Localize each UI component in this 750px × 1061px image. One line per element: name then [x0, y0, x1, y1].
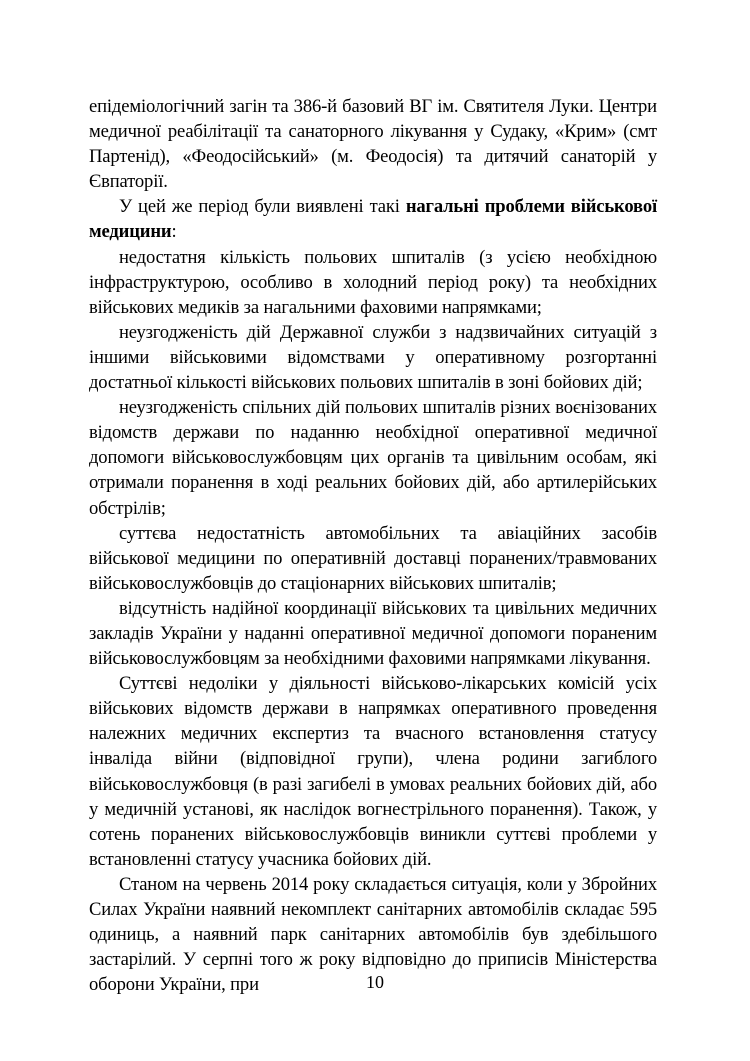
list-item-emergency-service: неузгодженість дій Державної служби з надзвичайних ситуацій з іншими військовими відомствами у оперативному розгортанні достатньої кількості військових польових шпиталів в зоні бойових дій;	[89, 321, 657, 394]
list-item-joint-actions: неузгодженість спільних дій польових шпиталів різних воєнізованих відомств держави по наданню необхідної оперативної медичної допомоги військовослужбовцям цих органів та цивільним особам, які отримали поранення в ході реальних бойових дій, або артилерійських обстрілів;	[89, 397, 657, 519]
body-text	[89, 94, 657, 997]
problems-intro-colon: :	[171, 221, 177, 243]
paragraph-problems-intro	[89, 194, 657, 244]
paragraph-june-2014: Станом на червень 2014 року складається ситуація, коли у Збройних Силах України наявний некомплект санітарних автомобілів складає 595 одиниць, а наявний парк санітарних автомобілів був здебільшого застарілий. У серпні того ж року відповідно до приписів Міністерства оборони України, при	[89, 873, 657, 996]
problems-intro-bold: нагальні проблеми військової медицини	[89, 196, 657, 243]
list-item-transport: суттєва недостатність автомобільних та авіаційних засобів військової медицини по оперативній доставці поранених/травмованих військовослужбовців до стаціонарних військових шпиталів;	[89, 522, 657, 594]
page-number: 10	[366, 972, 384, 992]
problems-intro-text: У цей же період були виявлені такі	[119, 196, 406, 218]
paragraph-commissions: Суттєві недоліки у діяльності військово-лікарських комісій усіх військових відомств держави в напрямках оперативного проведення належних медичних експертиз та вчасного встановлення статусу інваліда війни (відповідної групи), члена родини загиблого військовослужбовця (в разі загибелі в умовах реальних бойових дій, або у медичній установі, як наслідок вогнестрільного поранення). Також, у сотень поранених військовослужбовців виникли суттєві проблеми у встановленні статусу учасника бойових дій.	[89, 673, 657, 870]
paragraph-hospitals-continuation: епідеміологічний загін та 386-й базовий ВГ ім. Святителя Луки. Центри медичної реабілітації та санаторного лікування у Судаку, «Крим» (смт Партенід), «Феодосійський» (м. Феодосія) та дитячий санаторій у Євпаторії.	[89, 96, 657, 193]
list-item-coordination: відсутність надійної координації військових та цивільних медичних закладів України у наданні оперативної медичної допомоги пораненим військовослужбовцям за необхідними фаховими напрямками лікування.	[89, 597, 657, 670]
list-item-field-hospitals: недостатня кількість польових шпиталів (з усією необхідною інфраструктурою, особливо в холодний період року) та необхідних військових медиків за нагальними фаховими напрямками;	[89, 246, 657, 318]
